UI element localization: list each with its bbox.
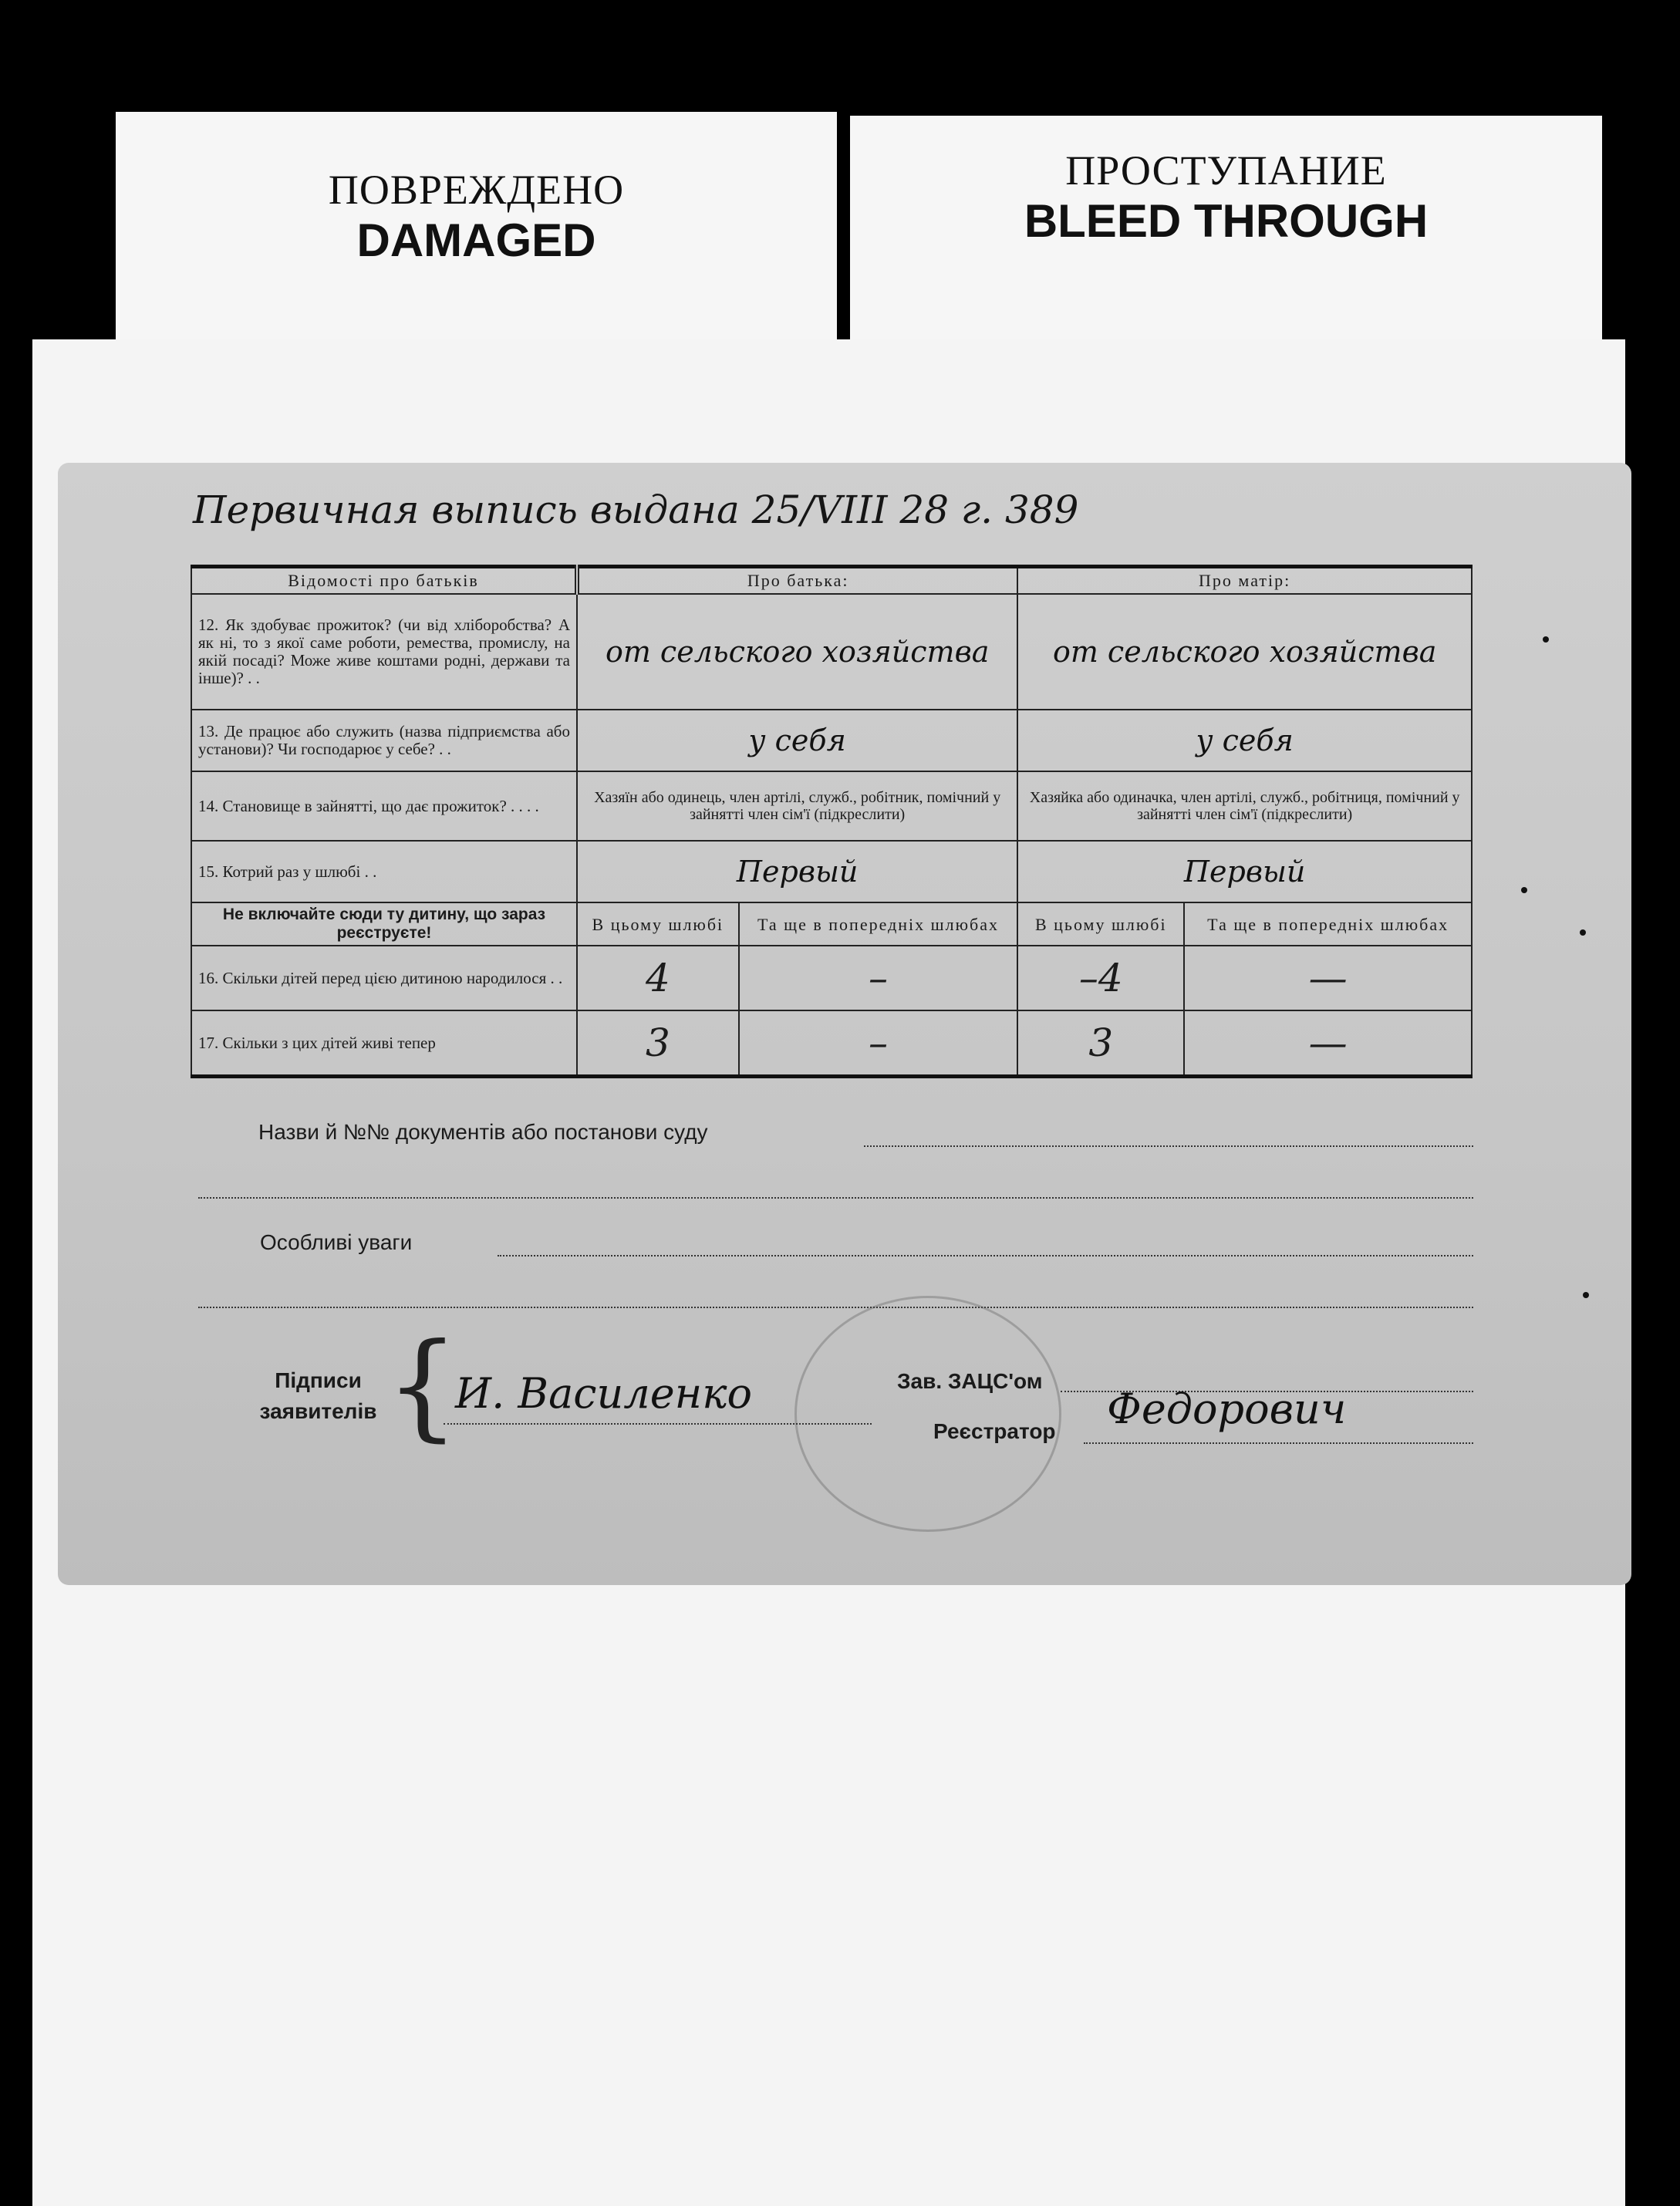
answer-14-father: Хазяїн або одинець, член артілі, служб., робітник, помічний у зайнятті член сім'ї (підкреслити) — [577, 771, 1017, 841]
bleed-through-tag-ru: ПРОСТУПАНИЕ — [1065, 147, 1387, 194]
registration-card — [58, 463, 1631, 1585]
question-16: 16. Скільки дітей перед цією дитиною народилося . . — [191, 946, 577, 1010]
answer-15-father: Первый — [577, 841, 1017, 902]
col-father-previous-marriages: Та ще в попередніх шлюбах — [739, 902, 1018, 946]
q17-father-prev: – — [739, 1010, 1018, 1077]
table-row — [191, 946, 1472, 1010]
bleed-through-tag — [850, 116, 1602, 351]
speck — [1521, 887, 1527, 893]
q16-mother-prev: — — [1184, 946, 1472, 1010]
table-row — [191, 710, 1472, 771]
question-17: 17. Скільки з цих дітей живі тепер — [191, 1010, 577, 1077]
faded-stamp — [794, 1296, 1061, 1532]
children-head-row — [191, 902, 1472, 946]
damaged-tag-en: DAMAGED — [356, 214, 596, 266]
header-note: Первичная выпись выдана 25/VIII 28 г. 389 — [193, 487, 1079, 532]
applicants-label: Підписи заявителів — [259, 1368, 377, 1423]
damaged-tag-ru: ПОВРЕЖДЕНО — [328, 167, 625, 213]
table-header-row — [191, 567, 1472, 595]
col-head-father: Про батька: — [577, 567, 1017, 595]
answer-12-mother: от сельского хозяйства — [1017, 594, 1472, 710]
speck — [1583, 1292, 1589, 1298]
speck — [1580, 929, 1586, 936]
question-13: 13. Де працює або служить (назва підприємства або установи)? Чи господарює у себе? . . — [191, 710, 577, 771]
notes-line — [498, 1255, 1473, 1256]
applicant-signature: И. Василенко — [455, 1369, 752, 1418]
table-row — [191, 771, 1472, 841]
notes-label: Особливі уваги — [260, 1230, 413, 1254]
q16-father-prev: – — [739, 946, 1018, 1010]
table-row — [191, 594, 1472, 710]
table-row — [191, 841, 1472, 902]
answer-13-mother: у себя — [1017, 710, 1472, 771]
registrar-signature: Федорович — [1107, 1385, 1347, 1433]
q17-father-this: 3 — [577, 1010, 739, 1077]
registrar-label: Реєстратор — [933, 1419, 1056, 1443]
registrar-line — [1084, 1442, 1473, 1444]
col-mother-this-marriage: В цьому шлюбі — [1017, 902, 1184, 946]
q17-mother-this: 3 — [1017, 1010, 1184, 1077]
damaged-tag — [116, 112, 837, 359]
head-label: Зав. ЗАЦС'ом — [897, 1369, 1043, 1393]
answer-14-mother: Хазяйка або одиначка, член артілі, служб., робітниця, помічний у зайнятті член сім'ї (підкреслити) — [1017, 771, 1472, 841]
table-row — [191, 1010, 1472, 1077]
bleed-through-tag-en: BLEED THROUGH — [1024, 195, 1429, 247]
answer-15-mother: Первый — [1017, 841, 1472, 902]
col-mother-previous-marriages: Та ще в попередніх шлюбах — [1184, 902, 1472, 946]
children-warning: Не включайте сюди ту дитину, що зараз реєструєте! — [191, 902, 577, 946]
q16-mother-this: –4 — [1017, 946, 1184, 1010]
answer-12-father: от сельского хозяйства — [577, 594, 1017, 710]
brace: { — [386, 1319, 460, 1453]
applicant-line — [444, 1423, 872, 1425]
q16-father-this: 4 — [577, 946, 739, 1010]
col-head-mother: Про матір: — [1017, 567, 1472, 595]
question-14: 14. Становище в зайнятті, що дає прожиток? . . . . — [191, 771, 577, 841]
col-father-this-marriage: В цьому шлюбі — [577, 902, 739, 946]
speck — [1543, 636, 1549, 643]
q17-mother-prev: — — [1184, 1010, 1472, 1077]
col-head-info: Відомості про батьків — [191, 567, 577, 595]
documents-line — [864, 1145, 1473, 1147]
answer-13-father: у себя — [577, 710, 1017, 771]
documents-line-2 — [198, 1197, 1473, 1199]
parents-info-table — [191, 565, 1473, 1078]
question-12: 12. Як здобуває прожиток? (чи від хліборобства? А як ні, то з якої саме роботи, ремества, промислу, на якій посаді? Може живе коштами родні, держави та інше)? . . — [191, 594, 577, 710]
documents-label: Назви й №№ документів або постанови суду — [258, 1120, 708, 1144]
question-15: 15. Котрий раз у шлюбі . . — [191, 841, 577, 902]
notes-line-2 — [198, 1307, 1473, 1308]
